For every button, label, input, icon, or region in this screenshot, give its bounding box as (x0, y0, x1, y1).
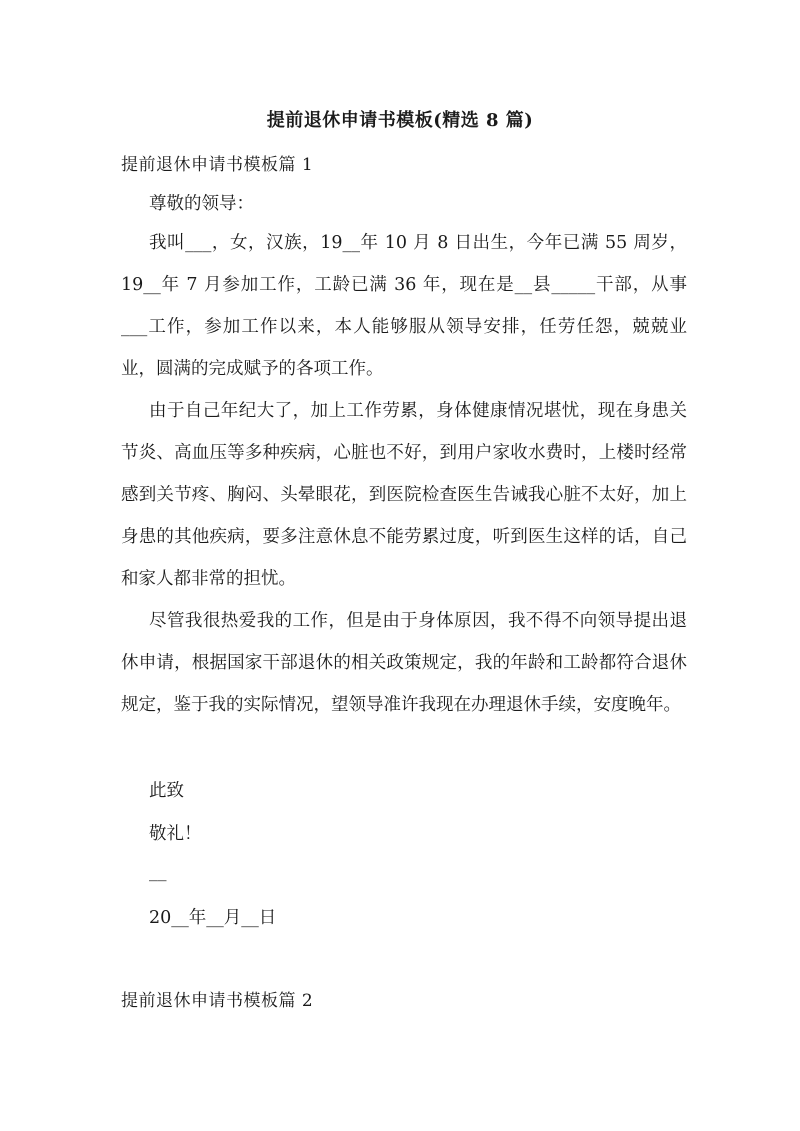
section-heading-2: 提前退休申请书模板篇 2 (121, 991, 314, 1011)
section-heading-1: 提前退休申请书模板篇 1 (121, 155, 314, 175)
closing-salutation: 此致 (149, 781, 184, 801)
paragraph-3: 尽管我很热爱我的工作，但是由于身体原因，我不得不向领导提出退休申请，根据国家干部退休的相关政策规定，我的年龄和工龄都符合退休规定，鉴于我的实际情况，望领导准许我现在办理退休手续，安度晚年。 (121, 611, 687, 715)
salutation: 尊敬的领导： (149, 194, 254, 214)
date-line: 20__年__月__日 (149, 908, 277, 928)
paragraph-2: 由于自己年纪大了，加上工作劳累，身体健康情况堪忧，现在身患关节炎、高血压等多种疾病，心脏也不好，到用户家收水费时，上楼时经常感到关节疼、胸闷、头晕眼花，到医院检查医生告诫我心脏不太好，加上身患的其他疾病，要多注意休息不能劳累过度，听到医生这样的话，自己和家人都非常的担忧。 (121, 401, 687, 589)
document-title: 提前退休申请书模板(精选 8 篇) (266, 110, 534, 131)
signature-blank: __ (149, 862, 167, 882)
closing-respect: 敬礼！ (149, 824, 202, 844)
paragraph-1: 我叫___，女，汉族，19__年 10 月 8 日出生，今年已满 55 周岁，19__年 7 月参加工作，工龄已满 36 年，现在是__县_____干部，从事___工作，参加工作以来，本人能够服从领导安排，任劳任怨，兢兢业业，圆满的完成赋予的各项工作。 (121, 233, 687, 379)
